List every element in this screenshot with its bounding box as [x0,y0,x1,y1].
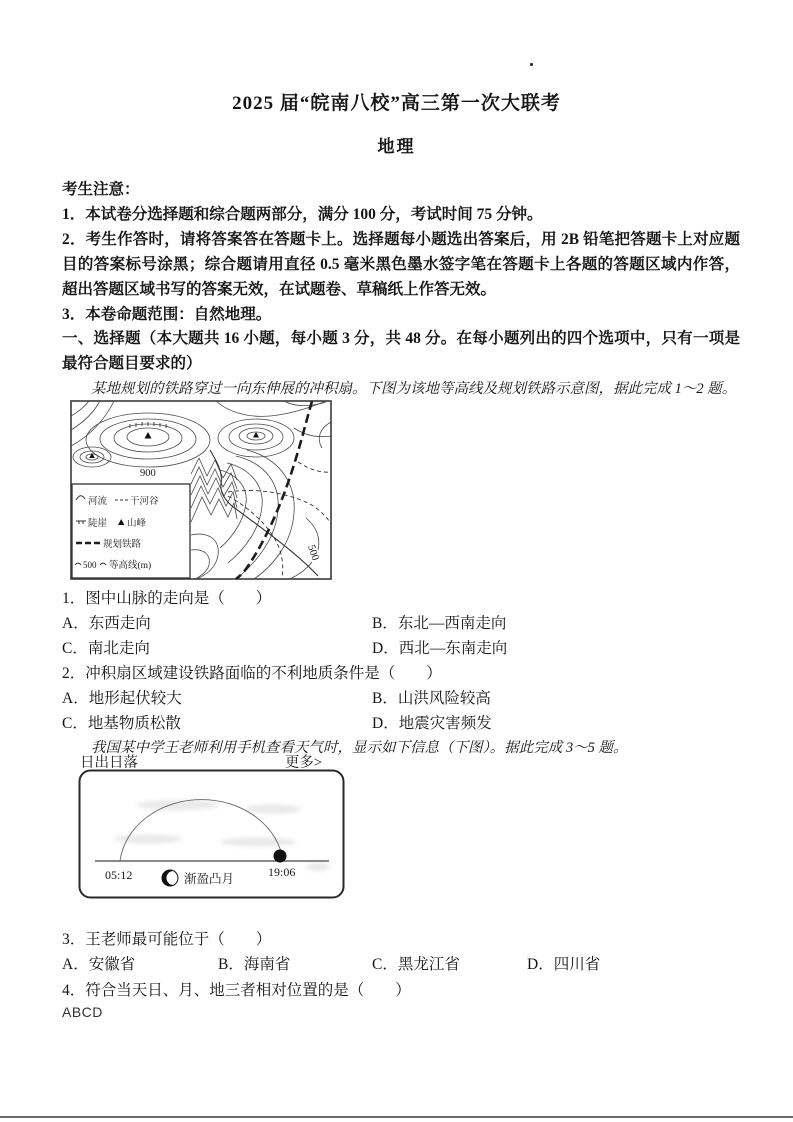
q1-option-a: A．东西走向 [62,615,151,632]
q3-option-b: B．海南省 [218,956,291,973]
q3-option-d: D．四川省 [527,956,601,973]
q1-option-d: D．西北—东南走向 [372,640,508,657]
sunrise-sunset-label: 日出日落 [80,755,138,771]
contour-map-figure [70,400,332,580]
q2-option-d: D．地震灾害频发 [372,715,492,732]
legend-dry-valley-label: 干河谷 [130,497,159,507]
q1-option-b: B．东北—西南走向 [372,615,507,632]
q3-option-c: C．黑龙江省 [372,956,460,973]
map-legend [72,484,190,578]
section-heading: 一、选择题（本大题共 16 小题，每小题 3 分，共 48 分。在每小题列出的四个选项中，只有一项是最符合题目要求的） [62,330,740,372]
passage-q1-2: 某地规划的铁路穿过一向东伸展的冲积扇。下图为该地等高线及规划铁路示意图，据此完成 1～2 题。 [91,381,737,397]
moon-phase-label: 渐盈凸月 [184,872,235,886]
notice-item-2: 2．考生作答时，请将答案答在答题卡上。选择题每小题选出答案后，用 2B 铅笔把答题卡上对应题目的答案标号涂黑；综合题请用直径 0.5 毫米黑色墨水签字笔在答题卡上各题的答题区域内作答，超出答题区域书写的答案无效，在试题卷、草稿纸上作答无效。 [62,231,740,298]
contour-label-900: 900 [140,468,156,479]
legend-peak-label: 山峰 [127,519,147,529]
passage-q3-5: 我国某中学王老师利用手机查看天气时，显示如下信息（下图）。据此完成 3～5 题。 [91,740,628,756]
q2-option-a: A．地形起伏较大 [62,690,182,707]
sunset-time: 19:06 [268,865,296,879]
sun-position-dot [274,850,287,863]
sunrise-time: 05:12 [105,868,133,882]
more-link: 更多> [284,755,322,771]
question-2-stem: 2．冲积扇区域建设铁路面临的不利地质条件是（ ） [62,665,442,682]
notice-item-3: 3．本卷命题范围：自然地理。 [62,306,272,323]
exam-title: 2025 届“皖南八校”高三第一次大联考 [232,93,561,114]
contour-label-500: 500 [305,543,321,562]
notice-heading: 考生注意： [62,181,140,198]
stray-ink-dot [530,63,533,66]
question-1-stem: 1．图中山脉的走向是（ ） [62,590,272,607]
q3-option-a: A．安徽省 [62,956,136,973]
q2-option-b: B．山洪风险较高 [372,690,491,707]
question-4-stem: 4．符合当天日、月、地三者相对位置的是（ ） [62,982,411,999]
q2-option-c: C．地基物质松散 [62,715,181,732]
legend-railway-label: 规划铁路 [103,540,142,550]
weather-card-figure [78,769,345,899]
subject-title: 地理 [377,137,416,156]
q1-option-c: C．南北走向 [62,640,150,657]
legend-cliff-label: 陡崖 [88,519,108,529]
page-bottom-edge [0,1116,793,1118]
legend-river-label: 河流 [88,497,108,507]
answer-mark: ABCD [62,1004,103,1020]
legend-contour-label: 等高线(m) [109,561,152,571]
notice-item-1: 1．本试卷分选择题和综合题两部分，满分 100 分，考试时间 75 分钟。 [62,206,543,223]
legend-contour-number: 500 [83,560,97,570]
question-3-stem: 3．王老师最可能位于（ ） [62,931,272,948]
